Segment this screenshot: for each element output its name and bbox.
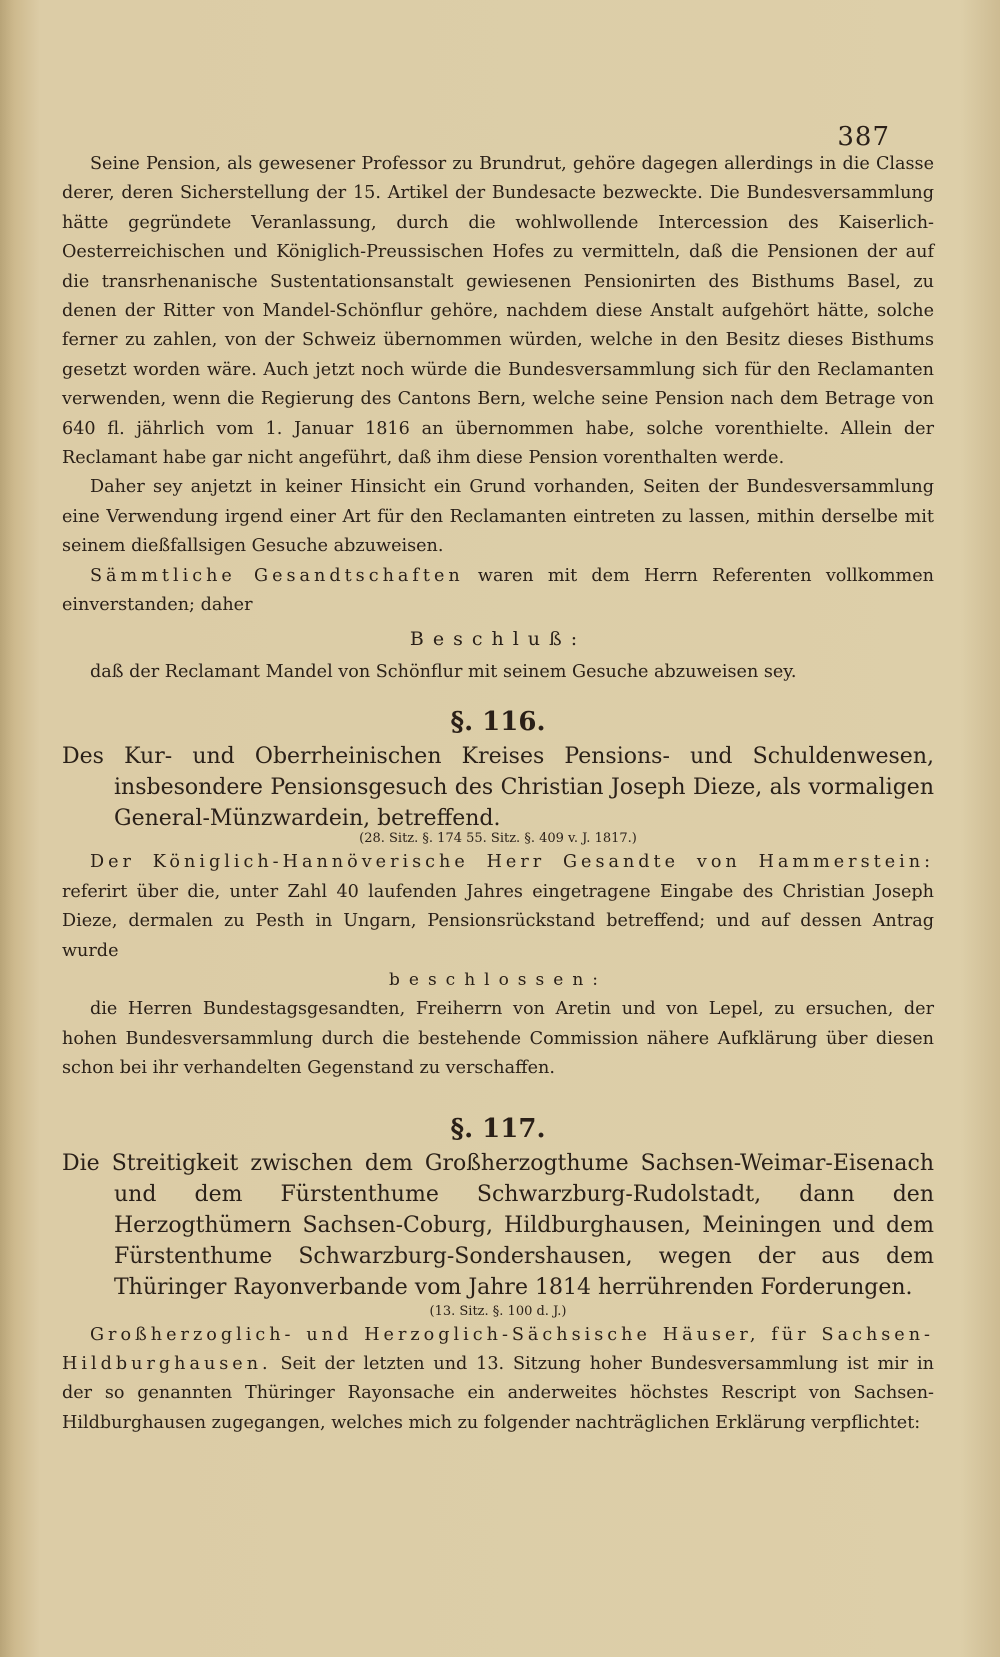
- paragraph: [62, 848, 934, 966]
- resolution-heading: beschlossen:: [389, 969, 607, 990]
- resolution-text: daß der Reclamant Mandel von Schönflur mit seinem Gesuche abzuweisen sey.: [90, 661, 797, 682]
- spaced-text: Großherzoglich- und Herzoglich-Sächsische Häuser, für Sachsen-Hildburghausen.: [62, 1324, 934, 1374]
- paragraph: Daher sey anjetzt in keiner Hinsicht ein Grund vorhanden, Seiten der Bundesversammlung eine Verwendung irgend einer Art für den Reclamanten eintreten zu lassen, mithin derselbe mit seinem dießfallsigen Gesuche abzuweisen.: [62, 477, 934, 557]
- section-citation-116: (28. Sitz. §. 174 55. Sitz. §. 409 v. J. 1817.): [359, 831, 637, 847]
- section-number-117: §. 117.: [450, 1113, 546, 1144]
- paragraph-text: waren mit dem Herrn Referenten vollkommen einverstanden; daher: [62, 565, 934, 616]
- paragraph: [62, 1321, 934, 1439]
- paragraph: Seine Pension, als gewesener Professor zu Brundrut, gehöre dagegen allerdings in die Classe derer, deren Sicherstellung der 15. Artikel der Bundesacte bezweckte. Die Bundesversammlung hätte gegründete Veranlassung, durch die wohlwollende Intercession des Kaiserlich-Oesterreichischen und Königlich-Preussischen Hofes zu vermitteln, daß die Pensionen der auf die transrhenanische Sustentationsanstalt gewiesenen Pensionirten des Bisthums Basel, zu denen der Ritter von Mandel-Schönflur gehöre, nachdem diese Anstalt aufgehört hätte, solche ferner zu zahlen, von der Schweiz übernommen würden, welche in den Besitz dieses Bisthums gesetzt worden wäre. Auch jetzt noch würde die Bundesversammlung sich für den Reclamanten verwenden, wenn die Regierung des Cantons Bern, welche seine Pension nach dem Betrage von 640 fl. jährlich vom 1. Januar 1816 an übernommen habe, solche vorenthielte. Allein der Reclamant habe gar nicht angeführt, daß ihm diese Pension vorenthalten werde.: [62, 154, 934, 469]
- section-number-116: §. 116.: [450, 707, 546, 738]
- section-title-116: Des Kur- und Oberrheinischen Kreises Pensions- und Schuldenwesen, insbesondere Pensionsgesuch des Christian Joseph Dieze, als vormaligen General-Münzwardein, betreffend.: [62, 744, 934, 832]
- paragraph: [62, 562, 934, 621]
- paragraph-text: Seit der letzten und 13. Sitzung hoher Bundesversammlung ist mir in der so genannten Thüringer Rayonsache ein anderweites höchstes Rescript von Sachsen-Hildburghausen zugegangen, welches mich zu folgender nachträglichen Erklärung verpflichtet:: [62, 1353, 934, 1433]
- spaced-text: Der Königlich-Hannöverische Herr Gesandte von Hammerstein:: [90, 852, 934, 873]
- resolution-heading: Beschluß:: [409, 627, 587, 650]
- paragraph-text: referirt über die, unter Zahl 40 laufenden Jahres eingetragene Eingabe des Christian Joseph Dieze, dermalen zu Pesth in Ungarn, Pensionsrückstand betreffend; und auf dessen Antrag wurde: [62, 881, 934, 961]
- section-title-117: Die Streitigkeit zwischen dem Großherzogthume Sachsen-Weimar-Eisenach und dem Fürstenthume Schwarzburg-Rudolstadt, dann den Herzogthümern Sachsen-Coburg, Hildburghausen, Meiningen und dem Fürstenthume Schwarzburg-Sondershausen, wegen der aus dem Thüringer Rayonverbande vom Jahre 1814 herrührenden Forderungen.: [62, 1150, 934, 1300]
- resolution-text: die Herren Bundestagsgesandten, Freiherrn von Aretin und von Lepel, zu ersuchen, der hohen Bundesversammlung durch die bestehende Commission nähere Aufklärung über diesen schon bei ihr verhandelten Gegenstand zu verschaffen.: [62, 999, 934, 1079]
- spaced-text: Sämmtliche Gesandtschaften: [90, 565, 464, 586]
- page-body: [62, 150, 934, 1438]
- section-citation-117: (13. Sitz. §. 100 d. J.): [429, 1303, 567, 1319]
- page-number: 387: [837, 122, 890, 152]
